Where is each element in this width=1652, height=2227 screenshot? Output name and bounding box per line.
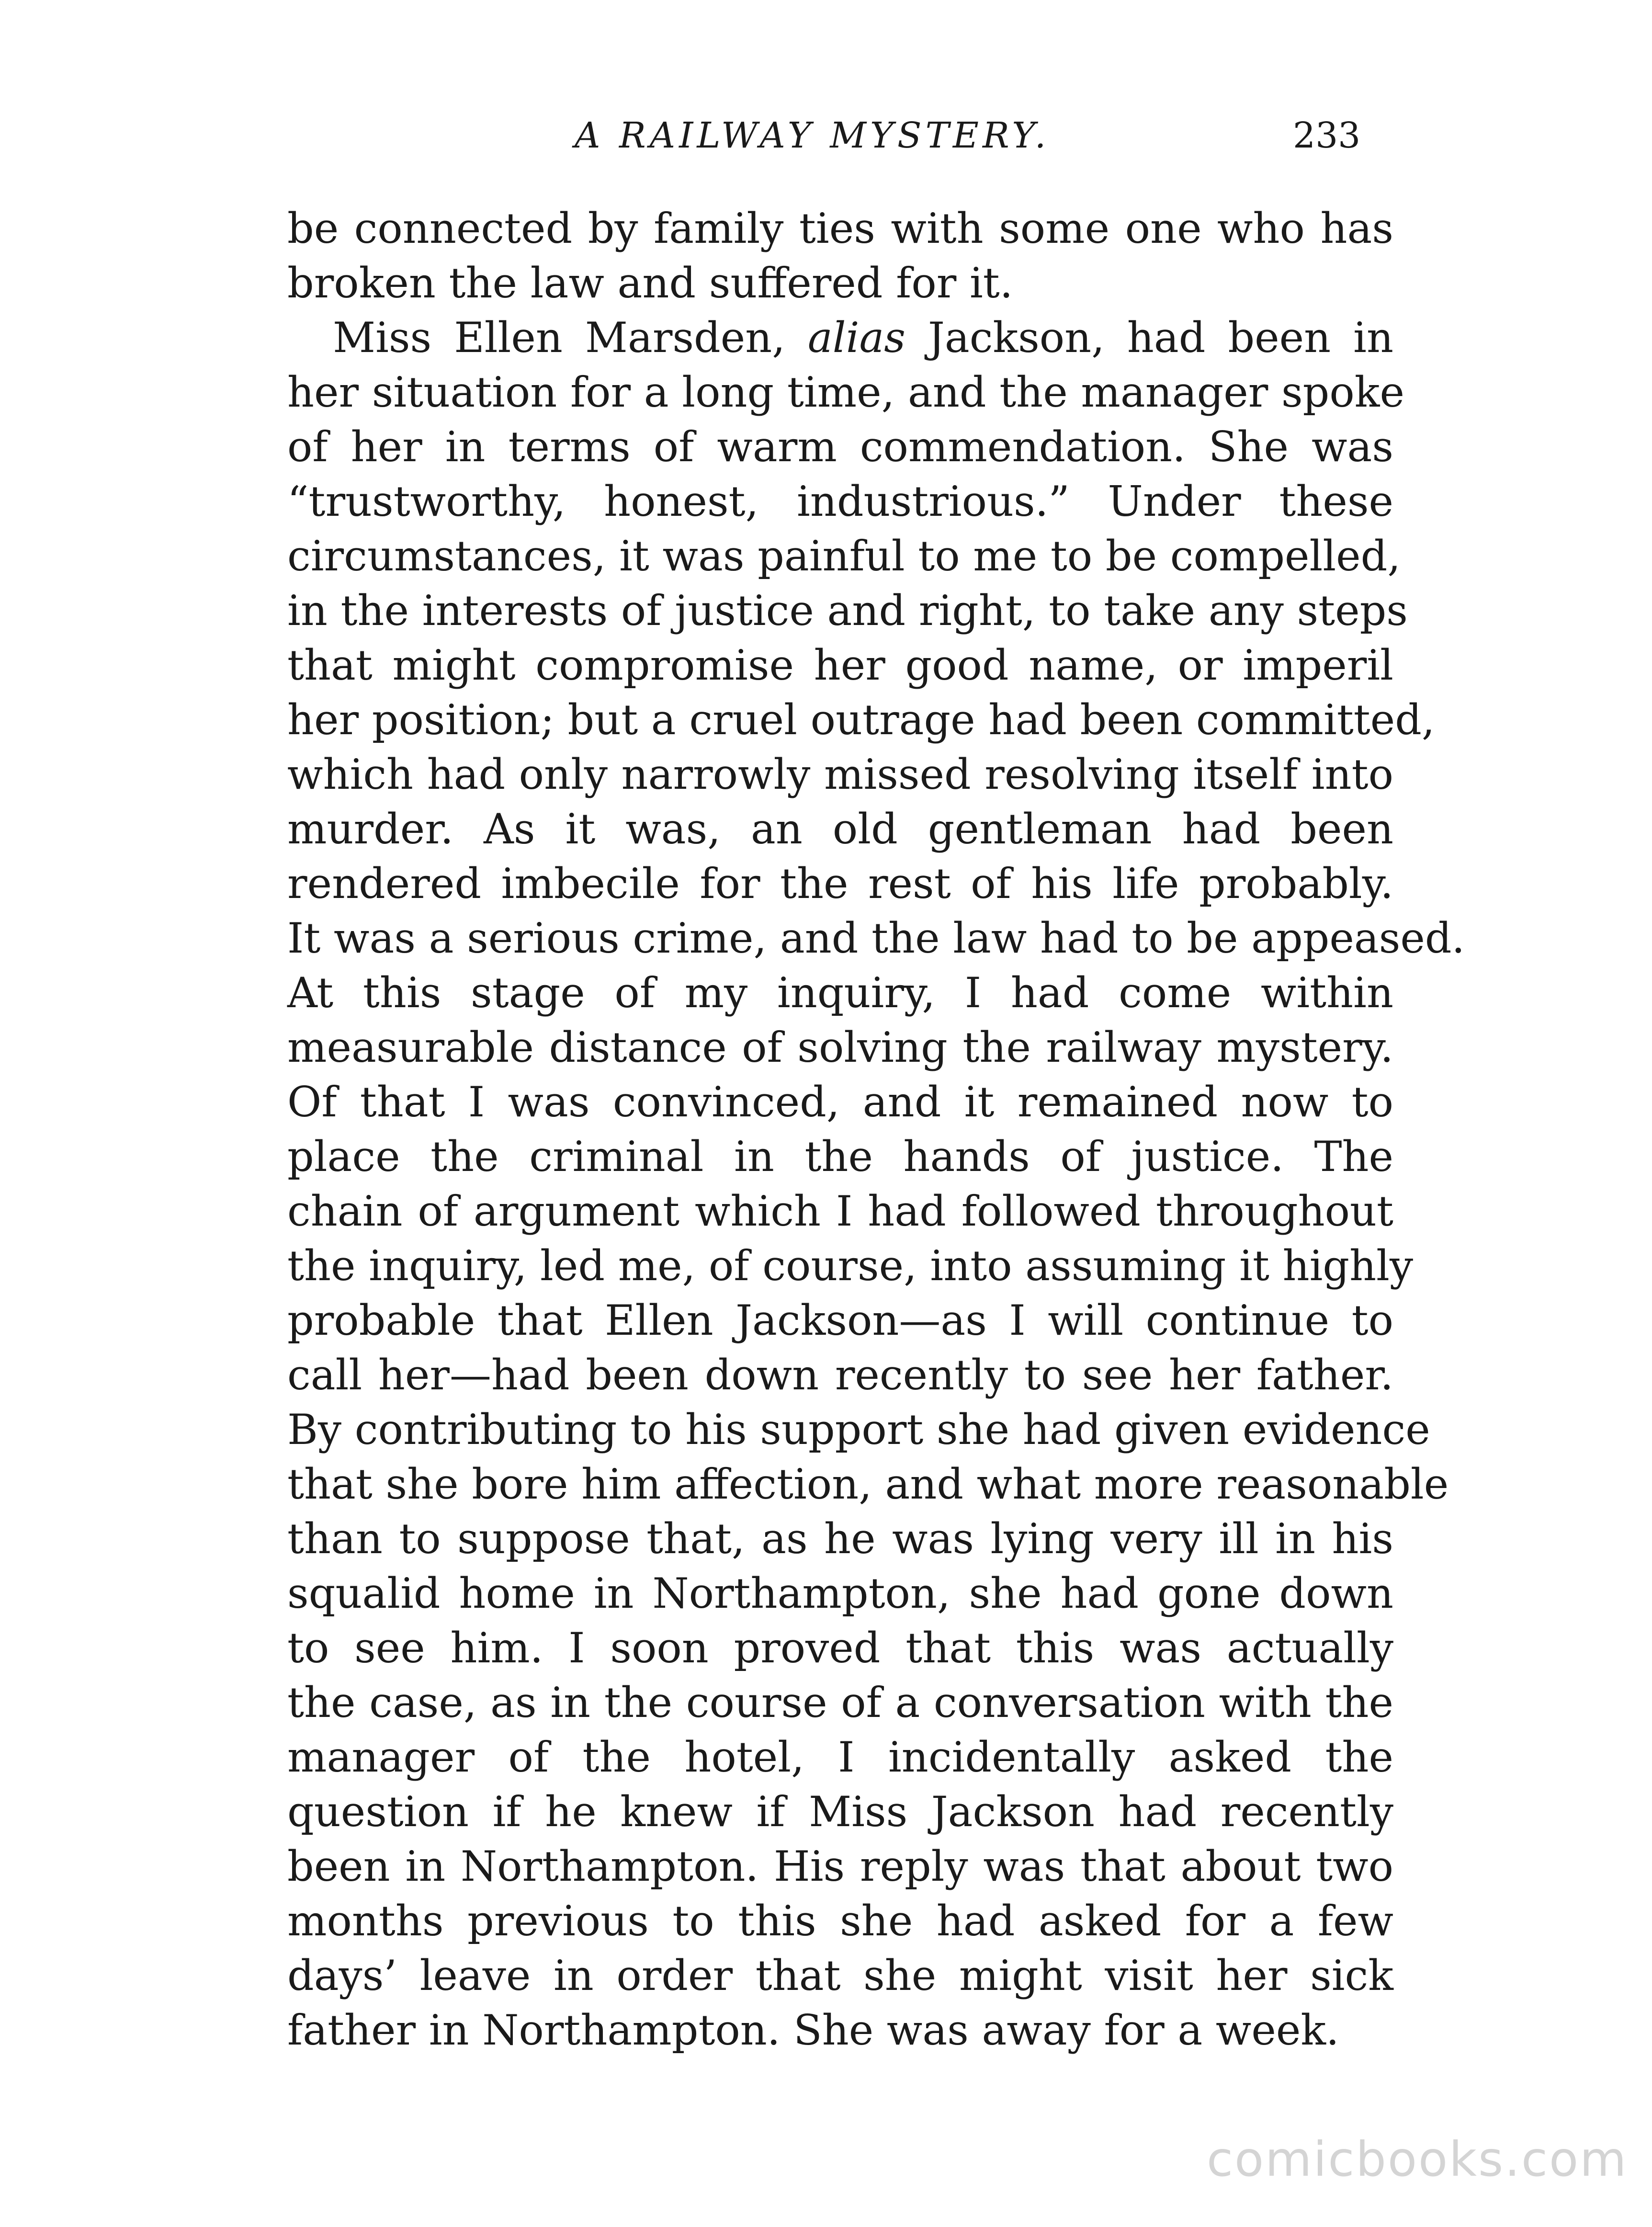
text-line: in the interests of justice and right, to take any steps bbox=[287, 586, 1408, 635]
text-line: her position; but a cruel outrage had been committed, bbox=[287, 695, 1435, 744]
text-line: father in Northampton. She was away for a week. bbox=[287, 2006, 1339, 2055]
body-text bbox=[287, 201, 1465, 2057]
watermark: comicbooks.com bbox=[1207, 2131, 1628, 2187]
text-line: that might compromise her good name, or imperil bbox=[287, 641, 1393, 690]
text-line: At this stage of my inquiry, I had come within bbox=[287, 968, 1393, 1017]
text-line: of her in terms of warm commendation. She was bbox=[287, 422, 1393, 471]
running-head: A RAILWAY MYSTERY. bbox=[575, 115, 1050, 156]
text-line: By contributing to his support she had given evidence bbox=[287, 1405, 1430, 1454]
text-line: question if he knew if Miss Jackson had recently bbox=[287, 1787, 1393, 1836]
text-line: to see him. I soon proved that this was actually bbox=[287, 1624, 1393, 1672]
text-line: her situation for a long time, and the manager spoke bbox=[287, 368, 1404, 417]
text-line: It was a serious crime, and the law had to be appeased. bbox=[287, 914, 1465, 963]
text-line: call her—had been down recently to see her father. bbox=[287, 1351, 1393, 1399]
text-line: “trustworthy, honest, industrious.” Under these bbox=[287, 477, 1393, 526]
text-line: murder. As it was, an old gentleman had been bbox=[287, 805, 1393, 853]
text-line: broken the law and suffered for it. bbox=[287, 259, 1013, 307]
text-line: probable that Ellen Jackson—as I will continue to bbox=[287, 1296, 1393, 1345]
text-line: Miss Ellen Marsden, alias Jackson, had been in bbox=[333, 313, 1393, 362]
text-line: be connected by family ties with some one who has bbox=[287, 204, 1393, 253]
text-line: that she bore him affection, and what more reasonable bbox=[287, 1460, 1449, 1509]
text-line: than to suppose that, as he was lying very ill in his bbox=[287, 1514, 1393, 1563]
text-line: Of that I was convinced, and it remained now to bbox=[287, 1078, 1393, 1126]
text-line: days’ leave in order that she might visit her sick bbox=[287, 1951, 1393, 2000]
italic-word: alias bbox=[807, 313, 905, 362]
text-line: rendered imbecile for the rest of his life probably. bbox=[287, 859, 1393, 908]
text-line: the case, as in the course of a conversation with the bbox=[287, 1678, 1393, 1727]
text-line: the inquiry, led me, of course, into assuming it highly bbox=[287, 1241, 1414, 1290]
text-line: manager of the hotel, I incidentally asked the bbox=[287, 1733, 1393, 1782]
text-line: measurable distance of solving the railway mystery. bbox=[287, 1023, 1393, 1072]
text-line: circumstances, it was painful to me to be compelled, bbox=[287, 532, 1401, 580]
text-line: chain of argument which I had followed throughout bbox=[287, 1187, 1393, 1236]
text-line: been in Northampton. His reply was that about two bbox=[287, 1842, 1393, 1891]
text-line: place the criminal in the hands of justice. The bbox=[287, 1132, 1393, 1181]
text-line: which had only narrowly missed resolving itself into bbox=[287, 750, 1393, 799]
text-line: months previous to this she had asked for a few bbox=[287, 1897, 1393, 1945]
text-line: squalid home in Northampton, she had gone down bbox=[287, 1569, 1393, 1618]
page-number: 233 bbox=[1293, 115, 1361, 156]
